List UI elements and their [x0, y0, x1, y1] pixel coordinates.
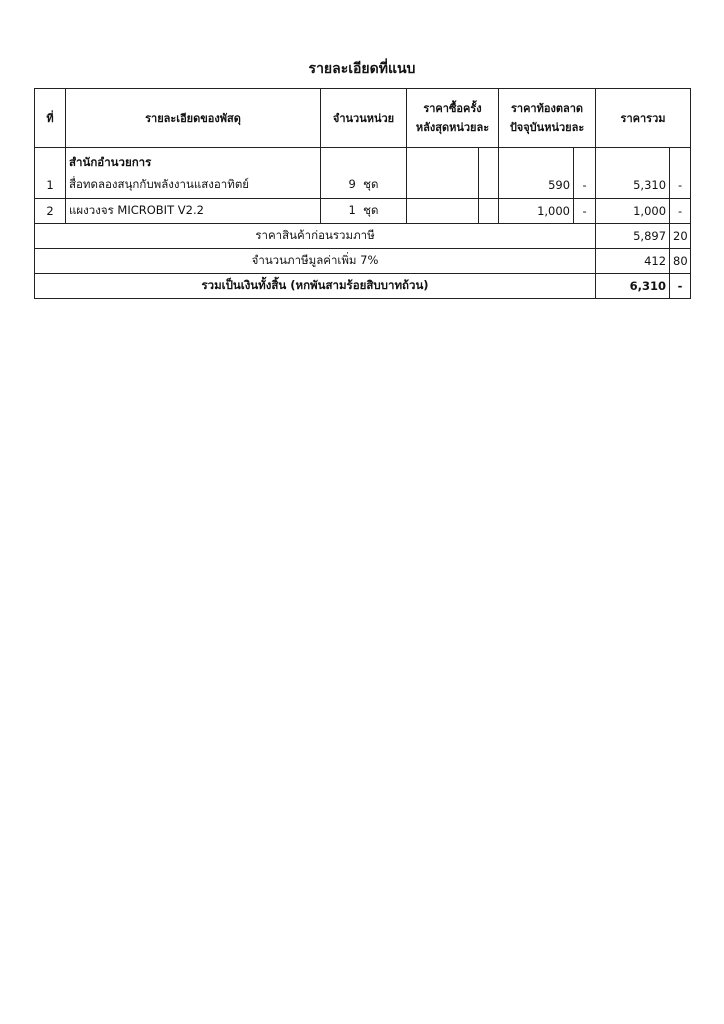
grand-total-value: 6,310 [596, 274, 670, 299]
row-quantity-value: 9 [348, 177, 356, 191]
row-total: 1,000 [596, 199, 670, 224]
row-total-satang: - [670, 172, 691, 199]
summary-row-pretax [35, 224, 691, 249]
header-total: ราคารวม [596, 89, 691, 148]
pre-tax-value: 5,897 [596, 224, 670, 249]
row-last-price [407, 172, 479, 199]
row-market-price: 590 [499, 172, 574, 199]
header-row [35, 89, 691, 148]
row-unit: ชุด [363, 177, 379, 191]
items-table [34, 88, 691, 299]
header-quantity: จำนวนหน่วย [321, 89, 407, 148]
summary-row-vat [35, 249, 691, 274]
grand-total-label: รวมเป็นเงินทั้งสิ้น (หกพันสามร้อยสิบบาทถ้วน) [35, 274, 596, 299]
page-title: รายละเอียดที่แนบ [308, 61, 416, 77]
header-last-price [407, 89, 499, 148]
header-last-price-line2: หลังสุดหน่วยละ [415, 121, 490, 134]
row-market-price-satang: - [574, 172, 596, 199]
row-unit: ชุด [363, 203, 379, 217]
row-no: 2 [35, 199, 66, 224]
row-no: 1 [35, 172, 66, 199]
row-last-price [407, 199, 479, 224]
header-no: ที่ [35, 89, 66, 148]
grand-total-satang: - [670, 274, 691, 299]
header-description: รายละเอียดของพัสดุ [66, 89, 321, 148]
header-market-price [499, 89, 596, 148]
row-total: 5,310 [596, 172, 670, 199]
vat-value: 412 [596, 249, 670, 274]
header-market-price-line2: ปัจจุบันหน่วยละ [509, 121, 585, 134]
row-quantity [321, 172, 407, 199]
vat-satang: 80 [670, 249, 691, 274]
section-row [35, 148, 691, 173]
row-quantity [321, 199, 407, 224]
row-last-price-satang [479, 199, 499, 224]
row-description: แผงวงจร MICROBIT V2.2 [66, 199, 321, 224]
table-row [35, 199, 691, 224]
section-heading: สำนักอำนวยการ [66, 148, 321, 173]
table-row [35, 172, 691, 199]
header-last-price-line1: ราคาซื้อครั้ง [423, 102, 482, 115]
row-last-price-satang [479, 172, 499, 199]
row-market-price: 1,000 [499, 199, 574, 224]
pre-tax-label: ราคาสินค้าก่อนรวมภาษี [35, 224, 596, 249]
header-market-price-line1: ราคาท้องตลาด [510, 102, 584, 115]
row-total-satang: - [670, 199, 691, 224]
pre-tax-satang: 20 [670, 224, 691, 249]
vat-label: จำนวนภาษีมูลค่าเพิ่ม 7% [35, 249, 596, 274]
row-market-price-satang: - [574, 199, 596, 224]
row-quantity-value: 1 [348, 203, 356, 217]
row-description: สื่อทดลองสนุกกับพลังงานแสงอาทิตย์ [66, 172, 321, 199]
summary-row-grand-total [35, 274, 691, 299]
